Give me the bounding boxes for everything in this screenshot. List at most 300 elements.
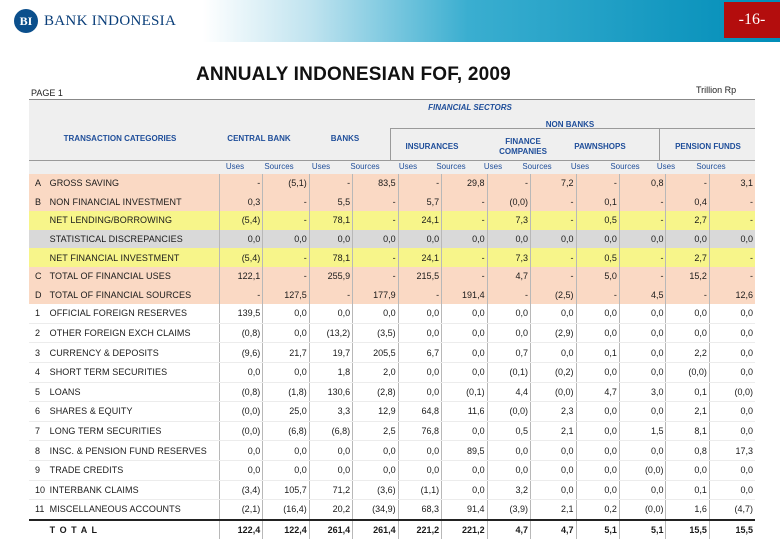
table-cell: 0,0: [219, 362, 262, 382]
table-cell: -: [531, 211, 577, 230]
table-cell: -: [619, 248, 666, 267]
table-cell: (0,0): [619, 500, 666, 520]
table-cell: 0,0: [398, 362, 441, 382]
table-cell: -: [487, 174, 530, 193]
table-cell: 0,0: [442, 421, 488, 441]
row-label: OFFICIAL FOREIGN RESERVES: [48, 304, 220, 323]
table-cell: 0,0: [398, 230, 441, 249]
header-transaction-categories: TRANSACTION CATEGORIES: [63, 134, 177, 143]
bank-logo-icon: BI: [14, 9, 38, 33]
row-label: OTHER FOREIGN EXCH CLAIMS: [48, 323, 220, 343]
row-index: 4: [29, 362, 48, 382]
subheader-sources: Sources: [436, 162, 466, 171]
row-label: SHORT TERM SECURITIES: [48, 362, 220, 382]
table-cell: -: [442, 193, 488, 212]
row-label: TRADE CREDITS: [48, 460, 220, 480]
table-cell: (5,4): [219, 211, 262, 230]
table-cell: 0,0: [487, 441, 530, 461]
table-cell: (0,0): [531, 382, 577, 402]
table-cell: 0,1: [666, 382, 709, 402]
row-label: INSC. & PENSION FUND RESERVES: [48, 441, 220, 461]
table-cell: 24,1: [398, 248, 441, 267]
table-cell: 0,0: [666, 460, 709, 480]
table-cell: 122,1: [219, 267, 262, 286]
table-cell: 4,7: [576, 382, 619, 402]
table-cell: 1,8: [309, 362, 352, 382]
table-cell: 3,2: [487, 480, 530, 500]
table-cell: 78,1: [309, 211, 352, 230]
table-cell: 0,0: [709, 343, 755, 363]
table-cell: 0,0: [219, 230, 262, 249]
table-cell: 4,7: [531, 520, 577, 540]
table-row: [29, 343, 755, 363]
table-cell: -: [353, 193, 399, 212]
table-cell: 0,0: [442, 230, 488, 249]
table-cell: -: [531, 267, 577, 286]
table-cell: 0,0: [263, 441, 310, 461]
table-cell: 0,0: [531, 230, 577, 249]
table-cell: (34,9): [353, 500, 399, 520]
table-row: [29, 211, 755, 230]
fof-table: [29, 174, 755, 539]
table-cell: 0,0: [531, 480, 577, 500]
table-cell: 0,0: [709, 480, 755, 500]
table-cell: 0,0: [531, 460, 577, 480]
row-index: [29, 230, 48, 249]
row-label: TOTAL OF FINANCIAL SOURCES: [48, 286, 220, 305]
table-cell: -: [619, 193, 666, 212]
table-cell: 0,8: [619, 174, 666, 193]
table-cell: 130,6: [309, 382, 352, 402]
table-cell: 0,0: [576, 480, 619, 500]
table-cell: 0,0: [619, 343, 666, 363]
table-cell: 105,7: [263, 480, 310, 500]
header-finance-companies: FINANCE COMPANIES: [499, 137, 547, 156]
table-cell: 15,5: [666, 520, 709, 540]
table-row: [29, 267, 755, 286]
table-cell: 0,0: [309, 230, 352, 249]
table-cell: 0,0: [442, 323, 488, 343]
table-cell: -: [219, 174, 262, 193]
row-label: CURRENCY & DEPOSITS: [48, 343, 220, 363]
subheader-sources: Sources: [522, 162, 552, 171]
table-cell: (3,4): [219, 480, 262, 500]
table-cell: 191,4: [442, 286, 488, 305]
table-cell: 0,0: [353, 304, 399, 323]
table-cell: -: [709, 248, 755, 267]
row-label: NON FINANCIAL INVESTMENT: [48, 193, 220, 212]
row-label: STATISTICAL DISCREPANCIES: [48, 230, 220, 249]
table-cell: -: [442, 248, 488, 267]
table-cell: (0,0): [219, 421, 262, 441]
table-cell: 12,9: [353, 402, 399, 422]
row-index: 10: [29, 480, 48, 500]
table-cell: -: [353, 248, 399, 267]
table-cell: (2,8): [353, 382, 399, 402]
table-cell: 0,0: [309, 460, 352, 480]
table-cell: 7,3: [487, 211, 530, 230]
table-cell: 0,0: [398, 382, 441, 402]
table-cell: 0,0: [666, 304, 709, 323]
table-cell: 0,0: [487, 460, 530, 480]
table-cell: 78,1: [309, 248, 352, 267]
header-central-bank: CENTRAL BANK: [227, 134, 291, 143]
table-cell: -: [263, 267, 310, 286]
row-label: MISCELLANEOUS ACCOUNTS: [48, 500, 220, 520]
row-label: NET LENDING/BORROWING: [48, 211, 220, 230]
table-cell: 0,0: [487, 304, 530, 323]
table-cell: 139,5: [219, 304, 262, 323]
table-cell: (4,7): [709, 500, 755, 520]
table-cell: 0,0: [619, 441, 666, 461]
table-cell: 0,0: [709, 323, 755, 343]
table-cell: 205,5: [353, 343, 399, 363]
table-cell: 0,0: [709, 230, 755, 249]
subheader-uses: Uses: [656, 162, 676, 171]
table-row: [29, 304, 755, 323]
table-cell: (3,6): [353, 480, 399, 500]
table-cell: 0,0: [576, 460, 619, 480]
table-cell: 76,8: [398, 421, 441, 441]
table-cell: 0,7: [487, 343, 530, 363]
table-cell: 0,0: [353, 230, 399, 249]
subheader-uses: Uses: [398, 162, 418, 171]
table-cell: 0,0: [531, 304, 577, 323]
row-index: 7: [29, 421, 48, 441]
table-cell: -: [531, 193, 577, 212]
table-cell: -: [309, 174, 352, 193]
table-cell: 0,0: [576, 230, 619, 249]
table-row: [29, 421, 755, 441]
table-cell: 261,4: [353, 520, 399, 540]
table-cell: 11,6: [442, 402, 488, 422]
table-cell: 83,5: [353, 174, 399, 193]
table-cell: 0,0: [309, 304, 352, 323]
table-cell: (16,4): [263, 500, 310, 520]
table-cell: -: [487, 286, 530, 305]
row-index: [29, 248, 48, 267]
table-cell: (1,8): [263, 382, 310, 402]
page-title: ANNUALY INDONESIAN FOF, 2009: [196, 64, 511, 85]
table-cell: 255,9: [309, 267, 352, 286]
table-cell: (2,9): [531, 323, 577, 343]
row-label: LONG TERM SECURITIES: [48, 421, 220, 441]
table-cell: 0,3: [219, 193, 262, 212]
table-cell: 3,1: [709, 174, 755, 193]
table-cell: 0,0: [442, 362, 488, 382]
table-cell: 25,0: [263, 402, 310, 422]
table-cell: 19,7: [309, 343, 352, 363]
table-cell: (0,2): [531, 362, 577, 382]
table-cell: 0,0: [619, 402, 666, 422]
table-row: [29, 286, 755, 305]
table-cell: 71,2: [309, 480, 352, 500]
table-cell: 0,0: [353, 441, 399, 461]
table-cell: (0,1): [487, 362, 530, 382]
fof-table-body: [29, 174, 755, 539]
table-cell: (0,0): [487, 193, 530, 212]
table-cell: -: [576, 286, 619, 305]
table-cell: (0,0): [219, 402, 262, 422]
table-cell: -: [353, 211, 399, 230]
table-cell: 2,2: [666, 343, 709, 363]
table-cell: 0,0: [619, 362, 666, 382]
table-cell: 8,1: [666, 421, 709, 441]
table-row: [29, 500, 755, 520]
table-cell: 0,0: [576, 441, 619, 461]
table-row: [29, 382, 755, 402]
table-cell: -: [353, 267, 399, 286]
table-cell: 2,7: [666, 211, 709, 230]
row-index: 2: [29, 323, 48, 343]
table-cell: 2,0: [353, 362, 399, 382]
table-cell: 122,4: [219, 520, 262, 540]
table-cell: 0,0: [709, 362, 755, 382]
table-row: [29, 323, 755, 343]
table-cell: (1,1): [398, 480, 441, 500]
table-cell: (0,0): [709, 382, 755, 402]
subheader-sources: Sources: [610, 162, 640, 171]
table-cell: -: [263, 211, 310, 230]
table-cell: (0,0): [619, 460, 666, 480]
table-cell: 2,3: [531, 402, 577, 422]
table-cell: -: [263, 248, 310, 267]
page-label: PAGE 1: [31, 88, 63, 98]
table-cell: 24,1: [398, 211, 441, 230]
table-cell: 7,3: [487, 248, 530, 267]
table-row: [29, 193, 755, 212]
row-index: B: [29, 193, 48, 212]
bank-name: BANK INDONESIA: [44, 13, 177, 29]
row-label: SHARES & EQUITY: [48, 402, 220, 422]
table-cell: 0,0: [576, 323, 619, 343]
row-index: [29, 520, 48, 540]
table-cell: 0,0: [619, 480, 666, 500]
row-index: 11: [29, 500, 48, 520]
table-cell: 91,4: [442, 500, 488, 520]
header-divider: [390, 129, 391, 160]
table-cell: 2,5: [353, 421, 399, 441]
table-cell: 0,0: [263, 362, 310, 382]
unit-label: Trillion Rp: [696, 85, 737, 95]
table-cell: 3,3: [309, 402, 352, 422]
table-cell: 0,0: [398, 304, 441, 323]
table-cell: 0,0: [709, 402, 755, 422]
table-row: [29, 460, 755, 480]
table-cell: 0,0: [487, 323, 530, 343]
table-cell: 0,5: [576, 211, 619, 230]
table-cell: 6,7: [398, 343, 441, 363]
table-cell: 0,4: [666, 193, 709, 212]
table-cell: 0,0: [531, 441, 577, 461]
table-cell: 2,1: [531, 500, 577, 520]
table-cell: (9,6): [219, 343, 262, 363]
table-cell: 0,0: [576, 421, 619, 441]
table-row: [29, 248, 755, 267]
table-cell: 215,5: [398, 267, 441, 286]
table-cell: -: [666, 286, 709, 305]
row-label: NET FINANCIAL INVESTMENT: [48, 248, 220, 267]
table-cell: 0,0: [619, 304, 666, 323]
table-cell: 20,2: [309, 500, 352, 520]
table-cell: 177,9: [353, 286, 399, 305]
subheader-sources: Sources: [350, 162, 380, 171]
table-cell: -: [442, 267, 488, 286]
table-cell: (6,8): [309, 421, 352, 441]
row-index: 3: [29, 343, 48, 363]
page-number-badge: -16-: [724, 2, 780, 38]
table-cell: 0,5: [576, 248, 619, 267]
table-cell: 0,0: [709, 460, 755, 480]
row-label: LOANS: [48, 382, 220, 402]
table-cell: 17,3: [709, 441, 755, 461]
table-cell: 0,0: [442, 460, 488, 480]
table-cell: 0,1: [576, 193, 619, 212]
table-cell: 0,0: [576, 362, 619, 382]
table-cell: 12,6: [709, 286, 755, 305]
table-cell: 0,0: [576, 304, 619, 323]
table-cell: 0,0: [576, 402, 619, 422]
table-cell: (2,5): [531, 286, 577, 305]
row-label: INTERBANK CLAIMS: [48, 480, 220, 500]
table-cell: 0,1: [576, 343, 619, 363]
table-cell: 29,8: [442, 174, 488, 193]
table-cell: -: [398, 286, 441, 305]
table-cell: 4,7: [487, 520, 530, 540]
table-cell: 0,0: [442, 480, 488, 500]
subheader-uses: Uses: [225, 162, 245, 171]
table-cell: 21,7: [263, 343, 310, 363]
row-index: C: [29, 267, 48, 286]
table-cell: 5,0: [576, 267, 619, 286]
table-cell: (5,4): [219, 248, 262, 267]
table-cell: 5,7: [398, 193, 441, 212]
table-cell: 261,4: [309, 520, 352, 540]
table-cell: 4,4: [487, 382, 530, 402]
table-row: [29, 480, 755, 500]
table-cell: (3,5): [353, 323, 399, 343]
table-cell: (5,1): [263, 174, 310, 193]
table-cell: 7,2: [531, 174, 577, 193]
header-insurances: INSURANCES: [405, 142, 459, 151]
table-row: [29, 362, 755, 382]
row-index: 9: [29, 460, 48, 480]
table-cell: 5,1: [619, 520, 666, 540]
row-label: T O T A L: [48, 520, 220, 540]
table-cell: -: [709, 193, 755, 212]
subheader-uses: Uses: [570, 162, 590, 171]
table-cell: 0,0: [398, 441, 441, 461]
table-cell: 122,4: [263, 520, 310, 540]
table-cell: 0,0: [442, 304, 488, 323]
table-cell: 0,0: [709, 304, 755, 323]
table-cell: 0,0: [219, 460, 262, 480]
table-cell: -: [309, 286, 352, 305]
subheader-uses: Uses: [311, 162, 331, 171]
table-cell: (0,8): [219, 323, 262, 343]
table-cell: 0,0: [219, 441, 262, 461]
table-cell: 0,0: [666, 323, 709, 343]
table-cell: 127,5: [263, 286, 310, 305]
header-divider: [659, 129, 660, 160]
table-cell: -: [619, 267, 666, 286]
table-cell: 0,5: [487, 421, 530, 441]
table-cell: 2,1: [666, 402, 709, 422]
table-cell: -: [666, 174, 709, 193]
table-cell: -: [219, 286, 262, 305]
table-cell: 1,6: [666, 500, 709, 520]
table-cell: 4,7: [487, 267, 530, 286]
table-row: [29, 402, 755, 422]
table-cell: 0,0: [709, 421, 755, 441]
table-cell: 68,3: [398, 500, 441, 520]
table-cell: -: [709, 211, 755, 230]
row-index: D: [29, 286, 48, 305]
header-divider: [390, 128, 755, 129]
table-cell: 0,0: [263, 230, 310, 249]
table-cell: 5,1: [576, 520, 619, 540]
table-row: [29, 174, 755, 193]
table-cell: 0,0: [263, 460, 310, 480]
table-cell: -: [263, 193, 310, 212]
table-cell: 4,5: [619, 286, 666, 305]
table-cell: 221,2: [398, 520, 441, 540]
subheader-sources: Sources: [264, 162, 294, 171]
table-cell: -: [709, 267, 755, 286]
row-index: 8: [29, 441, 48, 461]
header-pawnshops: PAWNSHOPS: [574, 142, 626, 151]
table-cell: 0,0: [263, 323, 310, 343]
header-banks: BANKS: [330, 134, 360, 143]
table-cell: -: [398, 174, 441, 193]
row-label: GROSS SAVING: [48, 174, 220, 193]
table-cell: 2,7: [666, 248, 709, 267]
table-cell: 89,5: [442, 441, 488, 461]
row-index: 1: [29, 304, 48, 323]
table-row: [29, 230, 755, 249]
table-cell: 0,0: [666, 230, 709, 249]
table-cell: 0,0: [619, 323, 666, 343]
table-cell: 0,0: [531, 343, 577, 363]
row-index: 6: [29, 402, 48, 422]
table-row: [29, 441, 755, 461]
row-index: 5: [29, 382, 48, 402]
table-cell: 0,0: [353, 460, 399, 480]
table-cell: (6,8): [263, 421, 310, 441]
subheader-sources: Sources: [696, 162, 726, 171]
table-cell: 0,0: [619, 230, 666, 249]
table-cell: 221,2: [442, 520, 488, 540]
row-index: A: [29, 174, 48, 193]
table-cell: 2,1: [531, 421, 577, 441]
table-cell: -: [442, 211, 488, 230]
table-cell: 0,0: [398, 460, 441, 480]
table-cell: -: [619, 211, 666, 230]
header-pension-funds: PENSION FUNDS: [675, 142, 741, 151]
table-cell: 15,2: [666, 267, 709, 286]
table-cell: 5,5: [309, 193, 352, 212]
table-cell: 0,0: [442, 343, 488, 363]
table-cell: (0,8): [219, 382, 262, 402]
table-cell: (3,9): [487, 500, 530, 520]
row-label: TOTAL OF FINANCIAL USES: [48, 267, 220, 286]
table-cell: 0,0: [309, 441, 352, 461]
subheader-uses: Uses: [483, 162, 503, 171]
table-cell: 64,8: [398, 402, 441, 422]
table-cell: (13,2): [309, 323, 352, 343]
table-cell: 0,0: [398, 323, 441, 343]
table-cell: 15,5: [709, 520, 755, 540]
